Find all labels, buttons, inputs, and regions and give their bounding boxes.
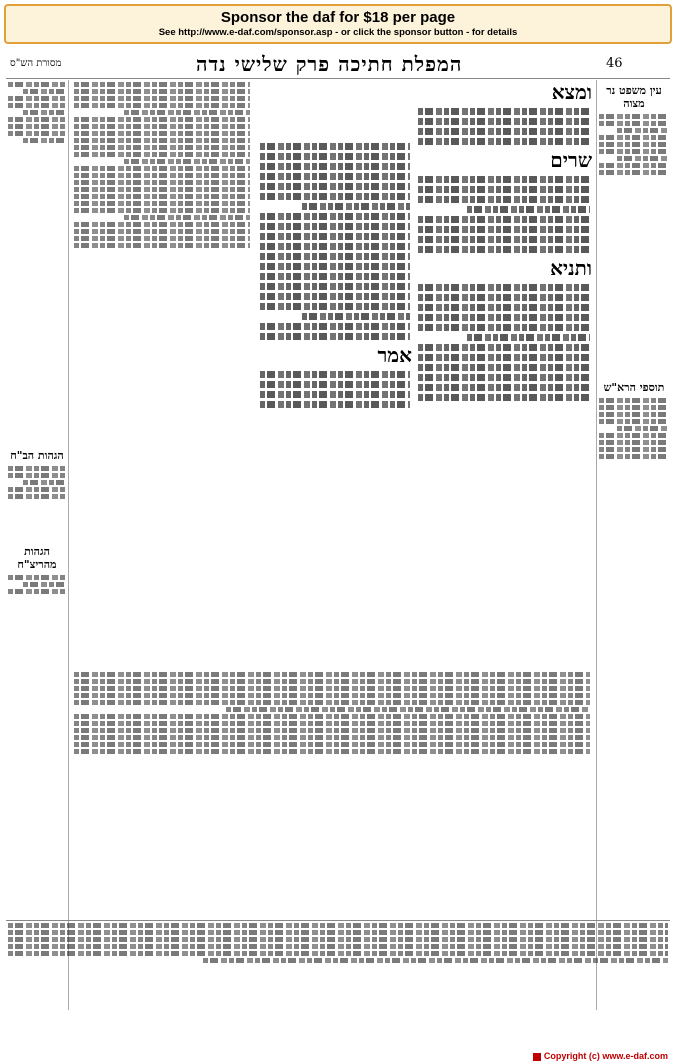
- hagahot-maharitz-title: הגהות מהריצ"ח: [17, 545, 57, 571]
- vetanya-word: ותניא: [550, 256, 592, 280]
- sharim-word: שרים: [550, 148, 592, 172]
- page-header: [6, 50, 670, 79]
- page-number: 46: [606, 56, 623, 71]
- running-head: המפלת חתיכה פרק שלישי נדה: [196, 52, 463, 76]
- ein-mishpat-label: עין משפט נר מצוה: [606, 84, 662, 110]
- masoret-column: [6, 80, 69, 1010]
- rashi-column: [416, 80, 592, 660]
- ein-mishpat-column: [596, 80, 671, 1010]
- gemara-column: [258, 140, 412, 610]
- sponsor-title[interactable]: Sponsor the daf for $18 per page: [220, 9, 456, 26]
- footnotes: [6, 920, 670, 1021]
- edaf-logo-icon: [533, 1053, 541, 1061]
- tosafot-harosh-title: תוספי הרא"ש: [603, 381, 665, 394]
- sponsor-subtitle[interactable]: See http://www.e-daf.com/sponsor.asp - or click the sponsor button - for details: [158, 27, 518, 38]
- amar-word: אמר: [377, 343, 412, 367]
- tosafot-column: [72, 80, 252, 660]
- gemara-start-word: ומצא: [551, 80, 592, 104]
- hagahot-habach-title: הגהות הב"ח: [10, 449, 64, 462]
- copyright-link[interactable]: [533, 1051, 668, 1061]
- masoret-label: מסורת הש"ס: [10, 58, 62, 69]
- talmud-page: [6, 50, 670, 1050]
- bottom-commentary: [72, 670, 592, 910]
- sponsor-banner[interactable]: [4, 4, 672, 44]
- copyright-text[interactable]: Copyright (c) www.e-daf.com: [543, 1051, 668, 1061]
